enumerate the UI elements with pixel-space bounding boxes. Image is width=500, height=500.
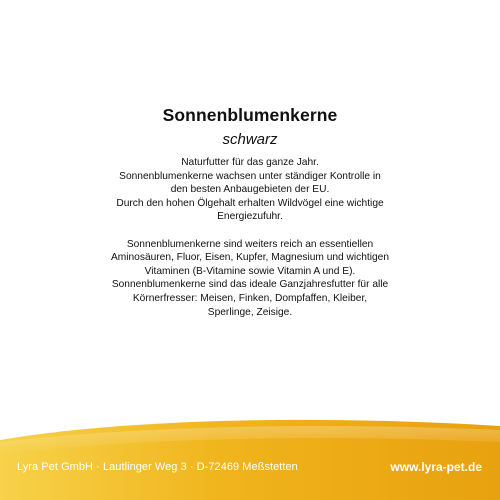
description-line: Aminosäuren, Fluor, Eisen, Kupfer, Magnesium und wichtigen: [110, 252, 390, 264]
product-title: Sonnenblumenkerne: [162, 105, 338, 125]
company-address: Lyra Pet GmbH · Lautlinger Weg 3 · D-72469 Meßstetten: [17, 461, 298, 473]
footer-contact: [0, 459, 500, 479]
description-line: Naturfutter für das ganze Jahr.: [181, 157, 319, 168]
description-line: Vitaminen (B-Vitamine sowie Vitamin A und E).: [144, 265, 356, 277]
product-subtitle: schwarz: [222, 131, 278, 148]
description-line: Körnerfresser: Meisen, Finken, Dompfaffen, Kleiber,: [132, 292, 368, 304]
description-line: Sonnenblumenkerne sind das ideale Ganzjahresfutter für alle: [111, 279, 389, 291]
description-paragraph-1: [60, 156, 440, 224]
paragraph-spacer: [60, 224, 440, 238]
description-paragraph-2: [60, 238, 440, 320]
description-line: Sonnenblumenkerne wachsen unter ständiger Kontrolle in: [119, 170, 381, 182]
description-line: den besten Anbaugebieten der EU.: [170, 184, 330, 196]
footer-wave-graphic: [0, 412, 500, 500]
product-description: [60, 156, 440, 319]
website-link[interactable]: www.lyra-pet.de: [390, 460, 482, 474]
description-line: Sperlinge, Zeisige.: [207, 306, 293, 318]
footer-band: [0, 412, 500, 500]
description-line: Energiezufuhr.: [217, 211, 283, 223]
description-line: Sonnenblumenkerne sind weiters reich an essentiellen: [126, 238, 374, 250]
description-line: Durch den hohen Ölgehalt erhalten Wildvögel eine wichtige: [116, 197, 384, 209]
